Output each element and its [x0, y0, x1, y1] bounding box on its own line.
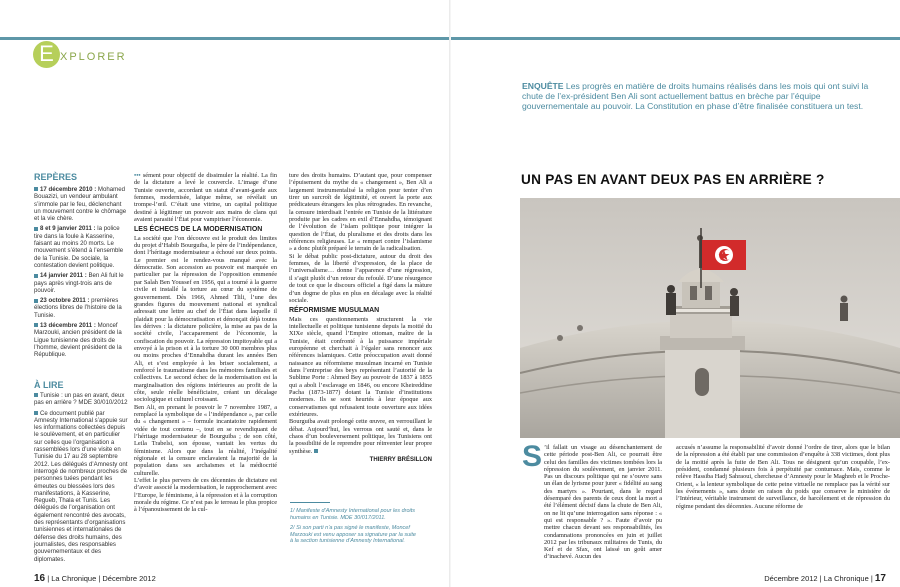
bullet-icon: [34, 411, 38, 415]
bullet-icon: [34, 323, 38, 327]
enquete-label: ENQUÊTE: [522, 81, 564, 91]
continuation-mark: •••: [134, 172, 143, 179]
list-item: 13 décembre 2011 : Moncef Marzouki, ancien président de la Ligue tunisienne des droits de l’homme, devient président de la République.: [34, 322, 122, 359]
enquete-text: Les progrès en matière de droits humains réalisés dans les mois qui ont suivi la chute de l’ex-président Ben Ali sont actuellement battus en brèche par l’équipe gouvernementale au pouvoir. La Constitution en phase d’être finalisée constituera un test.: [522, 81, 869, 111]
list-item: 23 octobre 2011 : premières élections libres de l’histoire de la Tunisie.: [34, 297, 122, 319]
paragraph: ••• sément pour objectif de dissimuler la réalité. La fin de la dictature a levé le couvercle. L’image d’une Tunisie ouverte, accordant un statut d’avant-garde aux femmes, modernisée, laïque même, se révélait un trompe-l’œil. C’était une vitrine, un capital politique destiné à légitimer un pouvoir aux mains de clans qui avaient parasité l’État pour vampiriser l’économie.: [134, 172, 277, 224]
subheading: LES ÉCHECS DE LA MODERNISATION: [134, 226, 263, 234]
bullet-icon: [34, 227, 38, 231]
article-column-4: [676, 444, 890, 510]
paragraph: L’effet le plus pervers de ces décennies de dictature est d’avoir associé la modernisation, le rapprochement avec l’Europe, le féminisme, à la répression et à la corruption morale du régime. Ce n’est pas le terreau le plus propice à l’épanouissement de la cul-: [134, 477, 277, 514]
list-item: 14 janvier 2011 : Ben Ali fuit le pays après vingt-trois ans de pouvoir.: [34, 272, 124, 294]
section-initial: E: [33, 41, 60, 68]
minaret-photo: [520, 198, 900, 438]
section-name: XPLORER: [60, 51, 127, 63]
page-number: 16: [34, 573, 46, 584]
footnote: 1/ Manifeste d’Amnesty International pour les droits humains en Tunisie. MDE 30/017/2011.: [290, 508, 416, 521]
footnote: 2/ Si son parti n’a pas signé le manifeste, Moncef Marzouki est venu apposer sa signature par la suite à la section tunisienne d’Amnesty International.: [290, 525, 416, 545]
page-number: 17: [874, 573, 886, 584]
article-column-2: [289, 172, 432, 464]
bullet-icon: [34, 393, 38, 397]
end-mark-icon: [314, 449, 318, 453]
enquete-intro: [522, 81, 882, 111]
bullet-icon: [34, 299, 38, 303]
footnotes: [290, 508, 420, 545]
page-gutter: [449, 0, 451, 587]
paragraph: accusés n’assume la responsabilité d’avoir donné l’ordre de tirer, alors que le bilan de la répression a été établi par une commission d’enquête à 338 victimes, dont plus de la moitié après la fuite de Ben Ali. Tous ne désignent qu’un coupable, l’ex-président, condamné plusieurs fois à perpétuité par contumace. Mais, comme le relève Hassiba Hadj Sahraoui, chercheuse d’Amnesty pour le Maghreb et le Proche-Orient, « la lenteur symbolique de cette peine virtuelle ne remplace pas la vérité sur les événements », sans doute en raison du poids que conserve le ministère de l’Intérieur, véritable instrument de surveillance, de harcèlement et de répression du régime pendant des décennies. Aucune réforme de: [676, 444, 890, 510]
paragraph: Ben Ali, en prenant le pouvoir le 7 novembre 1987, a remplacé la symbolique de « l’indépendance », par celle du « changement » – formule incantatoire rapidement vidée de tout contenu –, tout en se revendiquant de l’héritage modernisateur de Bourguiba ; de son côté, Leila Trabelsi, son épouse, vantait les vertus du féminisme. Alors que dans la réalité, l’inégalité régionale et la censure enclavaient la majorité de la population dans ses archaïsmes et la médiocrité culturelle.: [134, 403, 277, 477]
alire-block: [34, 392, 129, 563]
subheading: RÉFORMISME MUSULMAN: [289, 307, 380, 315]
author-signature: THIERRY BRÉSILLON: [369, 457, 432, 464]
footnote-divider: [290, 502, 330, 503]
paragraph: La société que l’on découvre est le produit des limites du projet d’Habib Bourguiba, le père de l’indépendance, dont l’héritage modernisateur a échoué sur deux points. Le premier est le rendez-vous manqué avec la démocratie. Son accession au pouvoir est marquée en particulier par la répression de l’opposition emmenée par Salah Ben Youssef en 1956, qui a tourné à la guerre civile et installé la torture au cœur du système de gouvernement. Dès 1966, Ahmed Tlili, l’une des grandes figures du mouvement national et syndical adressait une lettre au chef de l’État dans laquelle il plaidait pour la démocratisation et dénonçait déjà toutes les dérives : la dictature policière, la mise au pas de la société civile, l’accaparement de l’économie, la confiscation du pouvoir. La répression impitoyable qui a envoyé à la prison et à la torture 30 000 membres plus ou moins proches d’Ennahdha durant les années Ben Ali, et s’est employée à les briser socialement, a renforcé le traumatisme dans les mémoires familiales et collectives. Le second échec de la modernisation est la marginalisation des régions intérieures au profit de la côte, seule réelle bénéficiaire, créant un décalage sociologique et culturel croissant.: [134, 234, 277, 404]
bullet-icon: [34, 274, 38, 278]
article-headline: UN PAS EN AVANT DEUX PAS EN ARRIÈRE ?: [521, 172, 825, 187]
dropcap: S: [522, 440, 543, 473]
alire-intro: Tunisie : un pas en avant, deux pas en arrière ? MDE 30/010/2012: [34, 392, 128, 407]
article-column-3-head: ’il fallait un visage au désenchantement de cette période post-Ben Ali, ce pourrait être celui des familles des victimes tombées lors la répression du soulèvement, en janvier 2011. Pas un discours politique qui ne s’ouvre sans un élan de lyrisme pour jurer « fidélité au sang des martyrs ». Pourtant, dans le regard désemparé des parents de ceux dont la mort a été l’élément décisif dans la chute de Ben Ali, on ne lit qu’une interrogation sans réponse : « qui est responsable ? ». Faute d’avoir pu mettre chacun devant ses responsabilités, les condamnations prononcées en juin et juillet 2012 par les tribunaux militaires de Tunis, du Kef et de Sfax, ont laissé un goût amer d’inachevé. Aucun des: [544, 444, 662, 561]
reperes-title: REPÈRES: [34, 172, 78, 182]
paragraph: Mais ces questionnements structurent la vie intellectuelle et politique tunisienne depuis la moitié du XIXe siècle, quand l’Empire ottoman, maître de la Tunisie, était confronté à la puissance impériale européenne et cherchait à l’égaler sans renoncer aux références islamiques. Cette préoccupation avait donné naissance au réformisme musulman incarné en Tunisie dans l’entreprise des beys représentant l’autorité de la Sublime Porte : Ahmed Bey au pouvoir de 1837 à 1855 qui a aboli l’esclavage en 1846, ou encore Kheireddine Pacha (1873-1877) dotant la Tunisie d’institutions modernes. Ils se sont heurtés à leur époque aux conservatismes qui refusaient toute ouverture aux idées extérieures.: [289, 315, 432, 418]
paragraph: Bourguiba avait prolongé cette œuvre, en verrouillant le débat. Aujourd’hui, les verrous ont sauté et, dans le chaos d’un bouleversement politique, les Tunisiens ont la possibilité de le reprendre pour réinventer leur propre synthèse.: [289, 418, 432, 455]
footer-left: 16 | La Chronique | Décembre 2012: [34, 573, 156, 584]
article-column-1: [134, 172, 277, 514]
reperes-list: [34, 186, 129, 359]
paragraph: Si le débat public post-dictature, autour du droit des femmes, de la liberté d’expression, de la place de l’universalisme… donne l’apparence d’une régression, il s’agit plutôt d’un retour du refoulé. D’une résurgence de tout ce que le discours officiel a figé dans la màture d’un dogme de plus en plus en décalage avec la réalité sociale.: [289, 252, 432, 304]
footer-right: Décembre 2012 | La Chronique | 17: [764, 573, 886, 584]
bullet-icon: [34, 187, 38, 191]
paragraph: ture des droits humains. D’autant que, pour compenser l’épuisement du mythe du « changement », Ben Ali a largement instrumentalisé la religion pour tenter d’en tirer un surcroît de légitimité, et ouvert la porte aux prédicateurs étrangers les plus rétrogrades. En revanche, la censure interdisait l’entrée en Tunisie de la littérature produite par les cadres en exil d’Ennahdha, témoignant de l’évolution de l’islam politique pour intégrer la question de l’État, du pluralisme et des droits dans les références religieuses. Le « rempart contre l’islamisme » a donc plutôt préparé le terrain de la radicalisation.: [289, 172, 432, 253]
list-item: 8 et 9 janvier 2011 : la police tire dans la foule à Kasserine, faisant au moins 20 morts. Le mouvement s’étend à l’ensemble de la Tunisie. De sociale, la contestation devient politique.: [34, 225, 124, 269]
list-item: 17 décembre 2010 : Mohamed Bouazizi, un vendeur ambulant s’immole par le feu, déclenchant un mouvement contre le chômage et la vie chère.: [34, 186, 127, 223]
alire-title: À LIRE: [34, 380, 64, 390]
alire-body: Ce document publié par Amnesty International s’appuie sur les informations collectées depuis le soulèvement, et en particulier sur celles que l’organisation a rassemblées lors d’une visite en Tunisie du 17 au 28 septembre 2012. Les délégués d’Amnesty ont interrogé de nombreux proches de personnes tuées pendant les émeutes ou blessées lors des manifestations, à Kasserine, Regueb, Thala et Tunis. Les délégués de l’organisation ont également rencontré des avocats, des représentants d’organisations tunisiennes et internationales de défense des droits humains, des journalistes, des responsables gouvernementaux et des diplomates.: [34, 409, 128, 563]
